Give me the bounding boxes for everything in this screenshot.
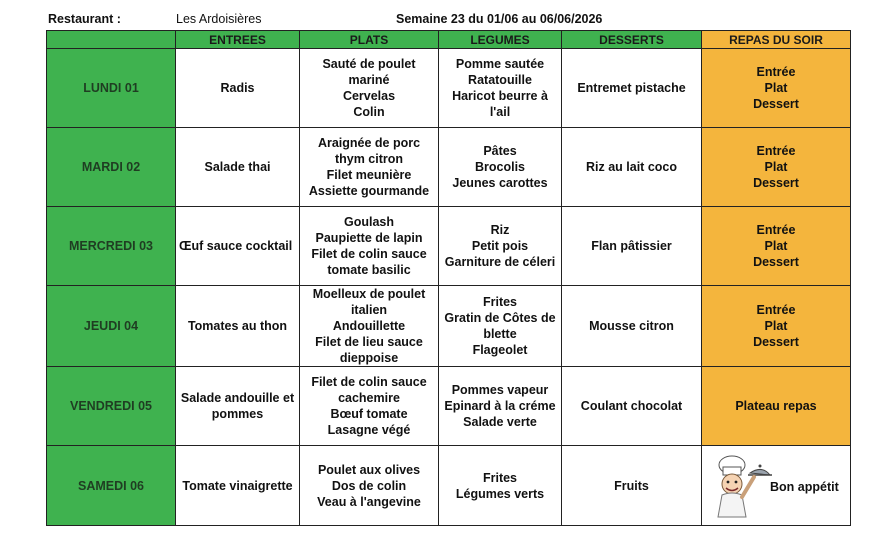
column-header-repas-du-soir: REPAS DU SOIR: [702, 31, 851, 49]
entree-cell: [176, 49, 300, 128]
evening-meal-cell-line: Plat: [764, 319, 788, 333]
plats-cell: [300, 446, 439, 526]
plats-cell: [300, 286, 439, 367]
column-header-plats: PLATS: [300, 31, 439, 49]
evening-meal-cell-line: Dessert: [753, 97, 799, 111]
dessert-cell: [562, 207, 702, 286]
page-header: [0, 12, 872, 30]
day-label: SAMEDI 06: [47, 446, 176, 526]
plats-cell-line: Filet meunière: [326, 168, 412, 182]
legumes-cell-line: Riz: [490, 223, 510, 237]
legumes-cell: [439, 207, 562, 286]
legumes-cell-line: Salade verte: [463, 415, 537, 429]
column-header-desserts: DESSERTS: [562, 31, 702, 49]
evening-meal-cell: [702, 286, 851, 367]
plats-cell-line: Sauté de poulet: [322, 57, 416, 71]
plats-cell-line: Paupiette de lapin: [315, 231, 423, 245]
entree-cell: [176, 367, 300, 446]
dessert-cell-line: Fruits: [614, 478, 649, 493]
dessert-cell-line: Riz au lait coco: [586, 160, 677, 174]
evening-meal-cell: [702, 207, 851, 286]
legumes-cell: [439, 367, 562, 446]
evening-meal-cell-line: Dessert: [753, 335, 799, 349]
evening-meal-cell-line: Plat: [764, 239, 788, 253]
day-row: [47, 367, 851, 446]
legumes-cell: [439, 128, 562, 207]
day-label: LUNDI 01: [47, 49, 176, 128]
legumes-cell: [439, 446, 562, 526]
legumes-cell-line: Légumes verts: [455, 486, 545, 501]
legumes-cell-line: Frites: [482, 470, 518, 485]
restaurant-label: Restaurant :: [48, 12, 121, 26]
dessert-cell: [562, 128, 702, 207]
legumes-cell-line: l'ail: [489, 105, 511, 119]
legumes-cell-line: Pommes vapeur: [451, 383, 549, 397]
plats-cell-line: Araignée de porc: [317, 136, 421, 150]
entree-cell: [176, 207, 300, 286]
dessert-cell: [562, 367, 702, 446]
plats-cell-line: Filet de lieu sauce: [315, 335, 423, 349]
plats-cell-line: thym citron: [334, 152, 404, 166]
plats-cell: [300, 207, 439, 286]
column-header-legumes: LEGUMES: [439, 31, 562, 49]
plats-cell-line: Moelleux de poulet: [312, 287, 426, 301]
day-row: [47, 49, 851, 128]
legumes-cell-line: Pâtes: [483, 144, 517, 158]
legumes-cell-line: Epinard à la créme: [444, 399, 556, 413]
weekly-menu-table: [46, 30, 851, 526]
plats-cell: [300, 128, 439, 207]
entree-cell-line: Salade thai: [204, 160, 271, 174]
plats-cell-line: Bœuf tomate: [330, 407, 408, 421]
day-row: [47, 207, 851, 286]
plats-cell-line: Goulash: [343, 215, 394, 229]
evening-meal-cell-line: Plat: [764, 160, 788, 174]
day-label: JEUDI 04: [47, 286, 176, 367]
legumes-cell-line: blette: [483, 327, 517, 341]
evening-meal-cell-line: Plat: [764, 81, 788, 95]
week-title: Semaine 23 du 01/06 au 06/06/2026: [396, 12, 603, 26]
entree-cell-line: Œuf sauce cocktail: [179, 239, 293, 253]
bon-appetit-cell: [702, 446, 851, 526]
day-label: MERCREDI 03: [47, 207, 176, 286]
plats-cell-line: Poulet aux olives: [317, 462, 421, 477]
entree-cell-line: Tomate vinaigrette: [182, 478, 293, 493]
legumes-cell-line: Pomme sautée: [455, 57, 545, 71]
day-row: [47, 286, 851, 367]
restaurant-name: Les Ardoisières: [176, 12, 262, 26]
evening-meal-cell-line: Plateau repas: [735, 399, 817, 413]
plats-cell-line: tomate basilic: [327, 263, 411, 277]
day-label: MARDI 02: [47, 128, 176, 207]
plats-cell-line: Veau à l'angevine: [317, 494, 421, 509]
bon-appetit-illustration: [704, 449, 848, 523]
legumes-cell-line: Brocolis: [474, 160, 525, 174]
plats-cell: [300, 49, 439, 128]
plats-cell-line: Filet de colin sauce: [311, 375, 427, 389]
day-label: VENDREDI 05: [47, 367, 176, 446]
chef-icon: [710, 453, 772, 519]
evening-meal-cell-line: Entrée: [756, 303, 796, 317]
entree-cell: [176, 128, 300, 207]
legumes-cell-line: Garniture de céleri: [444, 255, 556, 269]
entree-cell-line: Tomates au thon: [187, 319, 288, 333]
evening-meal-cell: [702, 49, 851, 128]
plats-cell-line: cachemire: [338, 391, 400, 405]
evening-meal-cell: [702, 128, 851, 207]
plats-cell-line: Colin: [353, 105, 385, 119]
evening-meal-cell-line: Entrée: [756, 223, 796, 237]
plats-cell-line: dieppoise: [339, 351, 399, 365]
plats-cell-line: italien: [350, 303, 388, 317]
legumes-cell: [439, 49, 562, 128]
dessert-cell-line: Entremet pistache: [577, 81, 686, 95]
legumes-cell-line: Flageolet: [472, 343, 528, 357]
plats-cell: [300, 367, 439, 446]
dessert-cell-line: Mousse citron: [589, 319, 674, 333]
bon-appetit-text: Bon appétit: [770, 479, 839, 494]
dessert-cell: [562, 286, 702, 367]
legumes-cell-line: Haricot beurre à: [452, 89, 548, 103]
header-row: [47, 31, 851, 49]
evening-meal-cell-line: Dessert: [753, 255, 799, 269]
dessert-cell: [562, 49, 702, 128]
legumes-cell-line: Gratin de Côtes de: [444, 311, 556, 325]
entree-cell-line: Radis: [220, 81, 255, 95]
entree-cell: [176, 286, 300, 367]
plats-cell-line: Filet de colin sauce: [311, 247, 427, 261]
legumes-cell: [439, 286, 562, 367]
evening-meal-cell: [702, 367, 851, 446]
legumes-cell-line: Jeunes carottes: [452, 176, 548, 190]
plats-cell-line: Cervelas: [342, 89, 396, 103]
plats-cell-line: mariné: [348, 73, 390, 87]
legumes-cell-line: Ratatouille: [468, 73, 532, 87]
evening-meal-cell-line: Entrée: [756, 65, 796, 79]
plats-cell-line: Assiette gourmande: [308, 184, 430, 198]
entree-cell-line: Salade andouille et: [180, 391, 295, 405]
column-header-entrees: ENTREES: [176, 31, 300, 49]
plats-cell-line: Andouillette: [332, 319, 406, 333]
day-row: [47, 128, 851, 207]
day-row: [47, 446, 851, 526]
legumes-cell-line: Frites: [482, 295, 518, 309]
evening-meal-cell-line: Dessert: [753, 176, 799, 190]
plats-cell-line: Lasagne végé: [327, 423, 411, 437]
corner-cell: [47, 31, 176, 49]
dessert-cell-line: Coulant chocolat: [580, 399, 683, 413]
dessert-cell-line: Flan pâtissier: [591, 239, 672, 253]
legumes-cell-line: Petit pois: [471, 239, 529, 253]
dessert-cell: [562, 446, 702, 526]
evening-meal-cell-line: Entrée: [756, 144, 796, 158]
entree-cell-line: pommes: [211, 407, 264, 421]
entree-cell: [176, 446, 300, 526]
plats-cell-line: Dos de colin: [331, 478, 407, 493]
